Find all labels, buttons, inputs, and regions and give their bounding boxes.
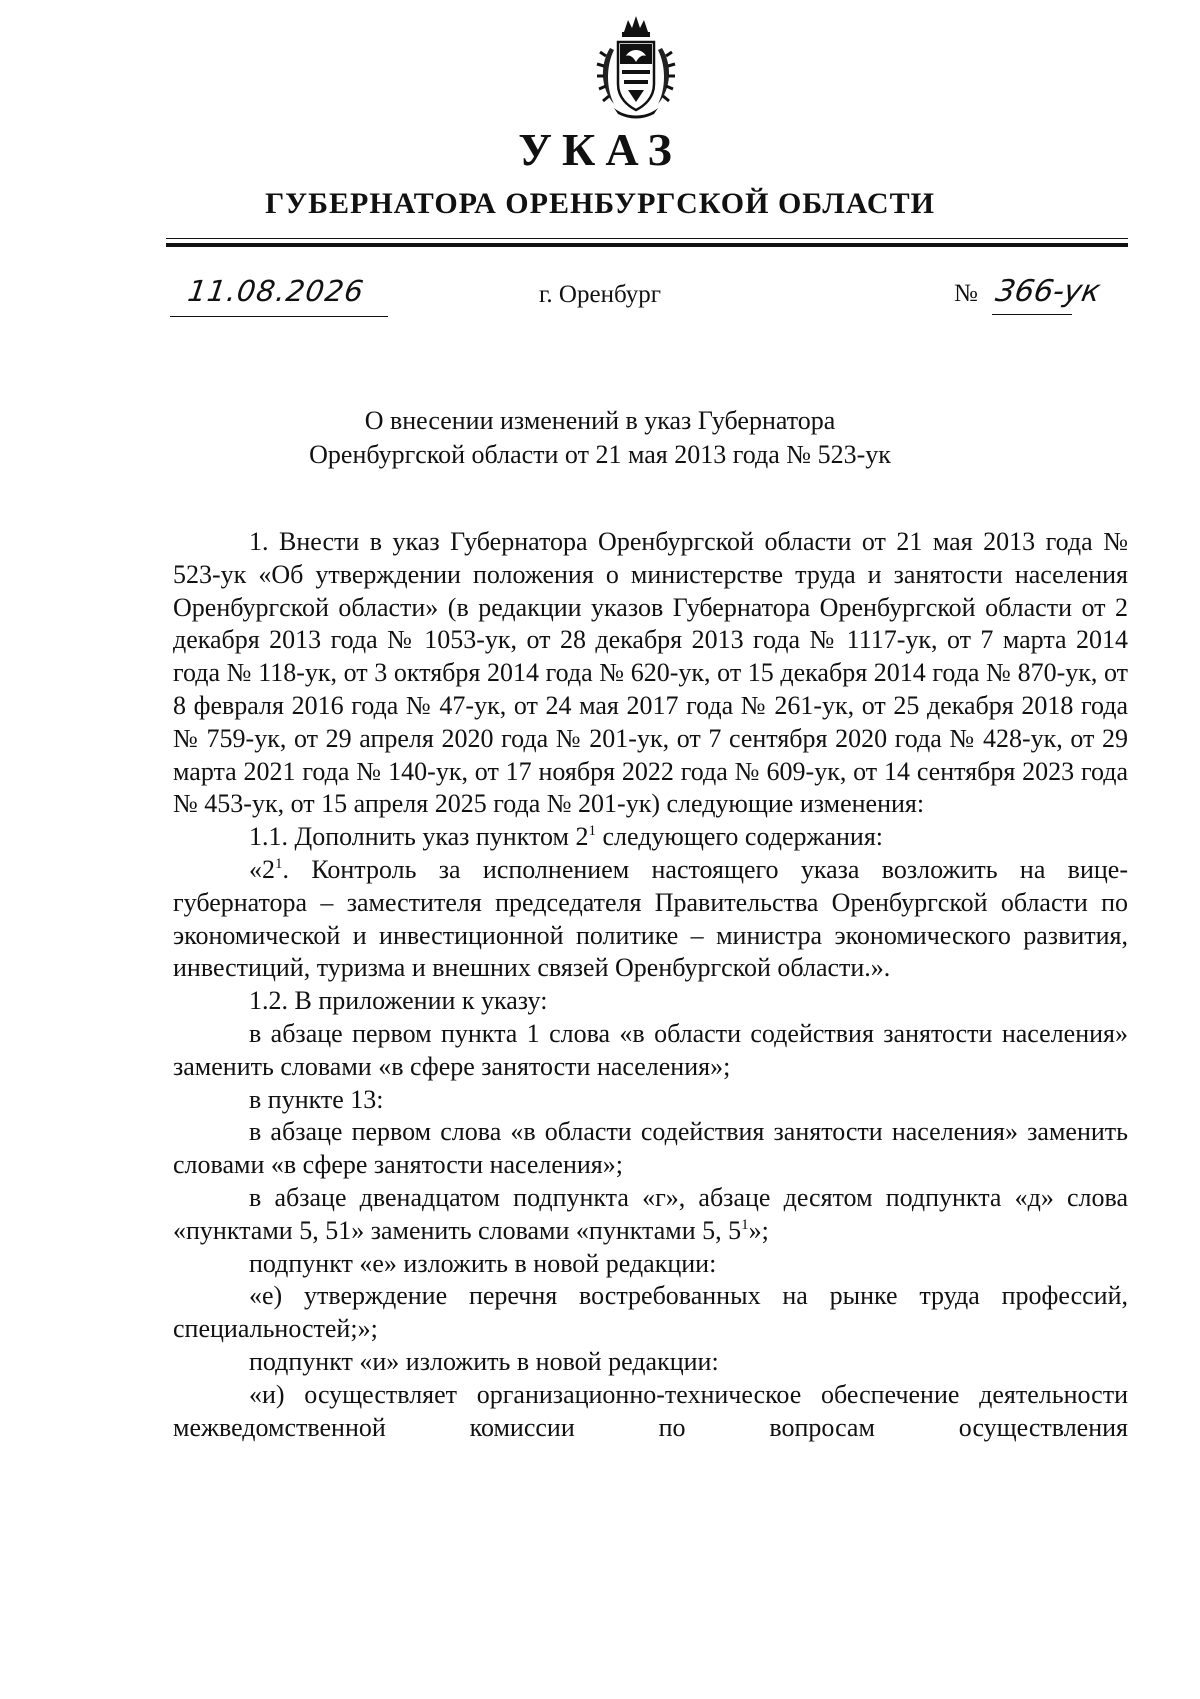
paragraph-item-13-first: в абзаце первом слова «в области содействия занятости населения» заменить словами «в сфере занятости населения»; — [173, 1117, 1128, 1180]
paragraph-1: 1. Внести в указ Губернатора Оренбургской области от 21 мая 2013 года № 523-ук «Об утверждении положения о министерстве труда и занятости населения Оренбургской области» (в редакции указов Губернатора Оренбургской области от 2 декабря 2013 года № 1053-ук, от 28 декабря 2013 года № 1117-ук, от 7 марта 2014 года № 118-ук, от 3 октября 2014 года № 620-ук, от 15 декабря 2014 года № 870-ук, от 8 февраля 2016 года № 47-ук, от 24 мая 2017 года № 261-ук, от 25 декабря 2018 года № 759-ук, от 29 апреля 2020 года № 201-ук, от 7 сентября 2020 года № 428-ук, от 29 марта 2021 года № 140-ук, от 17 ноября 2022 года № 609-ук, от 14 сентября 2023 года № 453-ук, от 15 апреля 2025 года № 201-ук) следующие изменения: — [173, 527, 1128, 819]
paragraph-item-1: в абзаце первом пункта 1 слова «в области содействия занятости населения» заменить словами «в сфере занятости населения»; — [173, 1018, 1128, 1081]
document-date: 11.08.2026 — [185, 274, 367, 308]
paragraph-1-1 — [173, 821, 1128, 854]
paragraph-1-1-text: 1.1. Дополнить указ пунктом 2 — [249, 822, 589, 852]
paragraph-amendment-2-1 — [173, 854, 1128, 985]
document-heading — [0, 404, 1200, 472]
heading-line-1: О внесении изменений в указ Губернатора — [364, 406, 836, 435]
header-divider-thin — [166, 238, 1128, 239]
document-body — [173, 526, 1128, 1444]
number-sign: № — [954, 280, 978, 307]
coat-of-arms-emblem — [596, 14, 676, 120]
amendment-text: . Контроль за исполнением настоящего указа возложить на вице-губернатора – заместителя председателя Правительства Оренбургской области по экономической и инвестиционной политике – министра экономического развития, инвестиций, туризма и внешних связей Оренбургской области.». — [173, 854, 1128, 983]
superscript: 1 — [741, 1216, 749, 1233]
document-title: УКАЗ — [518, 124, 682, 175]
document-city: г. Оренбург — [539, 281, 661, 308]
header-divider-thick — [166, 243, 1128, 247]
paragraph-item-e: «е) утверждение перечня востребованных на рынке труда профессий, специальностей;»; — [173, 1281, 1128, 1344]
document-subtitle: ГУБЕРНАТОРА ОРЕНБУРГСКОЙ ОБЛАСТИ — [265, 187, 935, 220]
paragraph-1-2: 1.2. В приложении к указу: — [249, 986, 548, 1016]
superscript: 1 — [588, 823, 596, 840]
paragraph-item-e-intro: подпункт «е» изложить в новой редакции: — [249, 1248, 717, 1278]
paragraph-item-13-g-d — [173, 1182, 1128, 1248]
number-underline — [992, 314, 1072, 315]
paragraph-item-i: «и) осуществляет организационно-техническое обеспечение деятельности межведомственной комиссии по вопросам осуществления — [173, 1379, 1128, 1442]
paragraph-item-13: в пункте 13: — [249, 1084, 384, 1114]
document-number: 366-ук — [992, 274, 1104, 309]
amendment-open: «2 — [249, 854, 275, 884]
paragraph-1-1-tail: следующего содержания: — [595, 822, 883, 852]
superscript: 1 — [275, 855, 283, 872]
document-number-field — [954, 274, 1134, 322]
paragraph-g-d-text: в абзаце двенадцатом подпункта «г», абзаце десятом подпункта «д» слова «пунктами 5, 51» заменить словами «пунктами 5, 5 — [173, 1182, 1128, 1245]
paragraph-g-d-tail: »; — [748, 1215, 769, 1245]
paragraph-item-i-intro: подпункт «и» изложить в новой редакции: — [249, 1346, 719, 1376]
heading-line-2: Оренбургской области от 21 мая 2013 года № 523-ук — [309, 440, 891, 469]
